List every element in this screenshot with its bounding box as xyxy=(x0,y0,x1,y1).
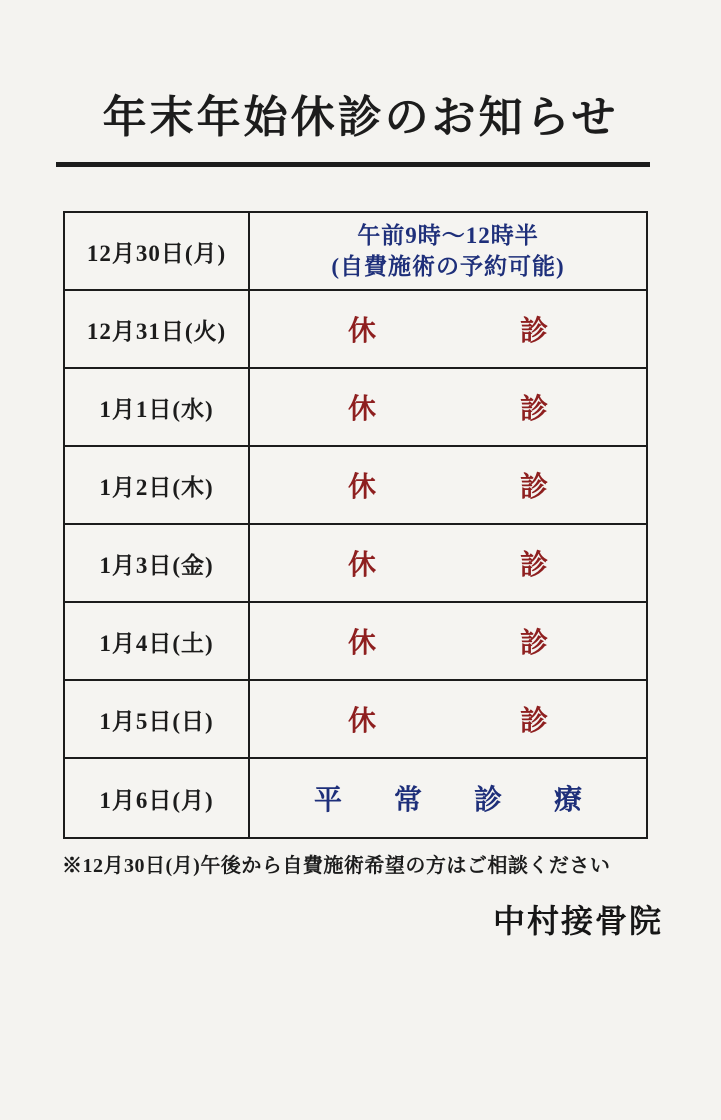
status-cell xyxy=(250,291,646,367)
status-text xyxy=(348,387,548,427)
status-cell xyxy=(250,759,646,837)
status-text xyxy=(348,621,548,661)
status-cell xyxy=(250,447,646,523)
date-cell: 1月5日(日) xyxy=(65,681,250,757)
status-cell xyxy=(250,213,646,289)
status-char: 診 xyxy=(519,706,548,737)
status-cell xyxy=(250,525,646,601)
table-row xyxy=(65,603,646,681)
status-char: 診 xyxy=(473,785,502,816)
date-cell: 12月30日(月) xyxy=(65,213,250,289)
status-cell xyxy=(250,369,646,445)
footnote-text: ※12月30日(月)午後から自費施術希望の方はご相談ください xyxy=(62,855,611,877)
status-cell xyxy=(250,603,646,679)
status-text xyxy=(348,465,548,505)
table-row xyxy=(65,759,646,837)
status-char: 診 xyxy=(519,628,548,659)
status-char: 診 xyxy=(519,550,548,581)
table-row xyxy=(65,213,646,291)
table-row xyxy=(65,369,646,447)
status-text xyxy=(348,543,548,583)
date-cell: 1月4日(土) xyxy=(65,603,250,679)
table-row xyxy=(65,291,646,369)
date-cell: 1月3日(金) xyxy=(65,525,250,601)
status-char: 診 xyxy=(519,316,548,347)
date-cell: 1月2日(木) xyxy=(65,447,250,523)
table-row xyxy=(65,681,646,759)
page-title: 年末年始休診のお知らせ xyxy=(102,93,619,142)
status-char: 診 xyxy=(519,394,548,425)
status-char: 休 xyxy=(348,706,377,737)
status-char: 休 xyxy=(348,472,377,503)
table-row xyxy=(65,525,646,603)
date-cell: 1月6日(月) xyxy=(65,759,250,837)
notice-page xyxy=(0,93,721,1120)
hours-line: (自費施術の予約可能) xyxy=(331,254,565,279)
status-text xyxy=(348,699,548,739)
clinic-name: 中村接骨院 xyxy=(492,903,663,939)
status-char: 休 xyxy=(348,628,377,659)
hours-line: 午前9時～12時半 xyxy=(357,222,539,248)
status-char: 休 xyxy=(348,316,377,347)
status-cell xyxy=(250,681,646,757)
date-cell: 1月1日(水) xyxy=(65,369,250,445)
status-char: 常 xyxy=(393,785,422,816)
status-text xyxy=(348,309,548,349)
schedule-table xyxy=(63,211,648,839)
status-text xyxy=(314,778,582,818)
status-char: 平 xyxy=(314,785,343,816)
date-cell: 12月31日(火) xyxy=(65,291,250,367)
title-underline xyxy=(56,162,650,167)
status-char: 休 xyxy=(348,394,377,425)
status-char: 療 xyxy=(553,785,582,816)
table-row xyxy=(65,447,646,525)
status-char: 休 xyxy=(348,550,377,581)
status-char: 診 xyxy=(519,472,548,503)
